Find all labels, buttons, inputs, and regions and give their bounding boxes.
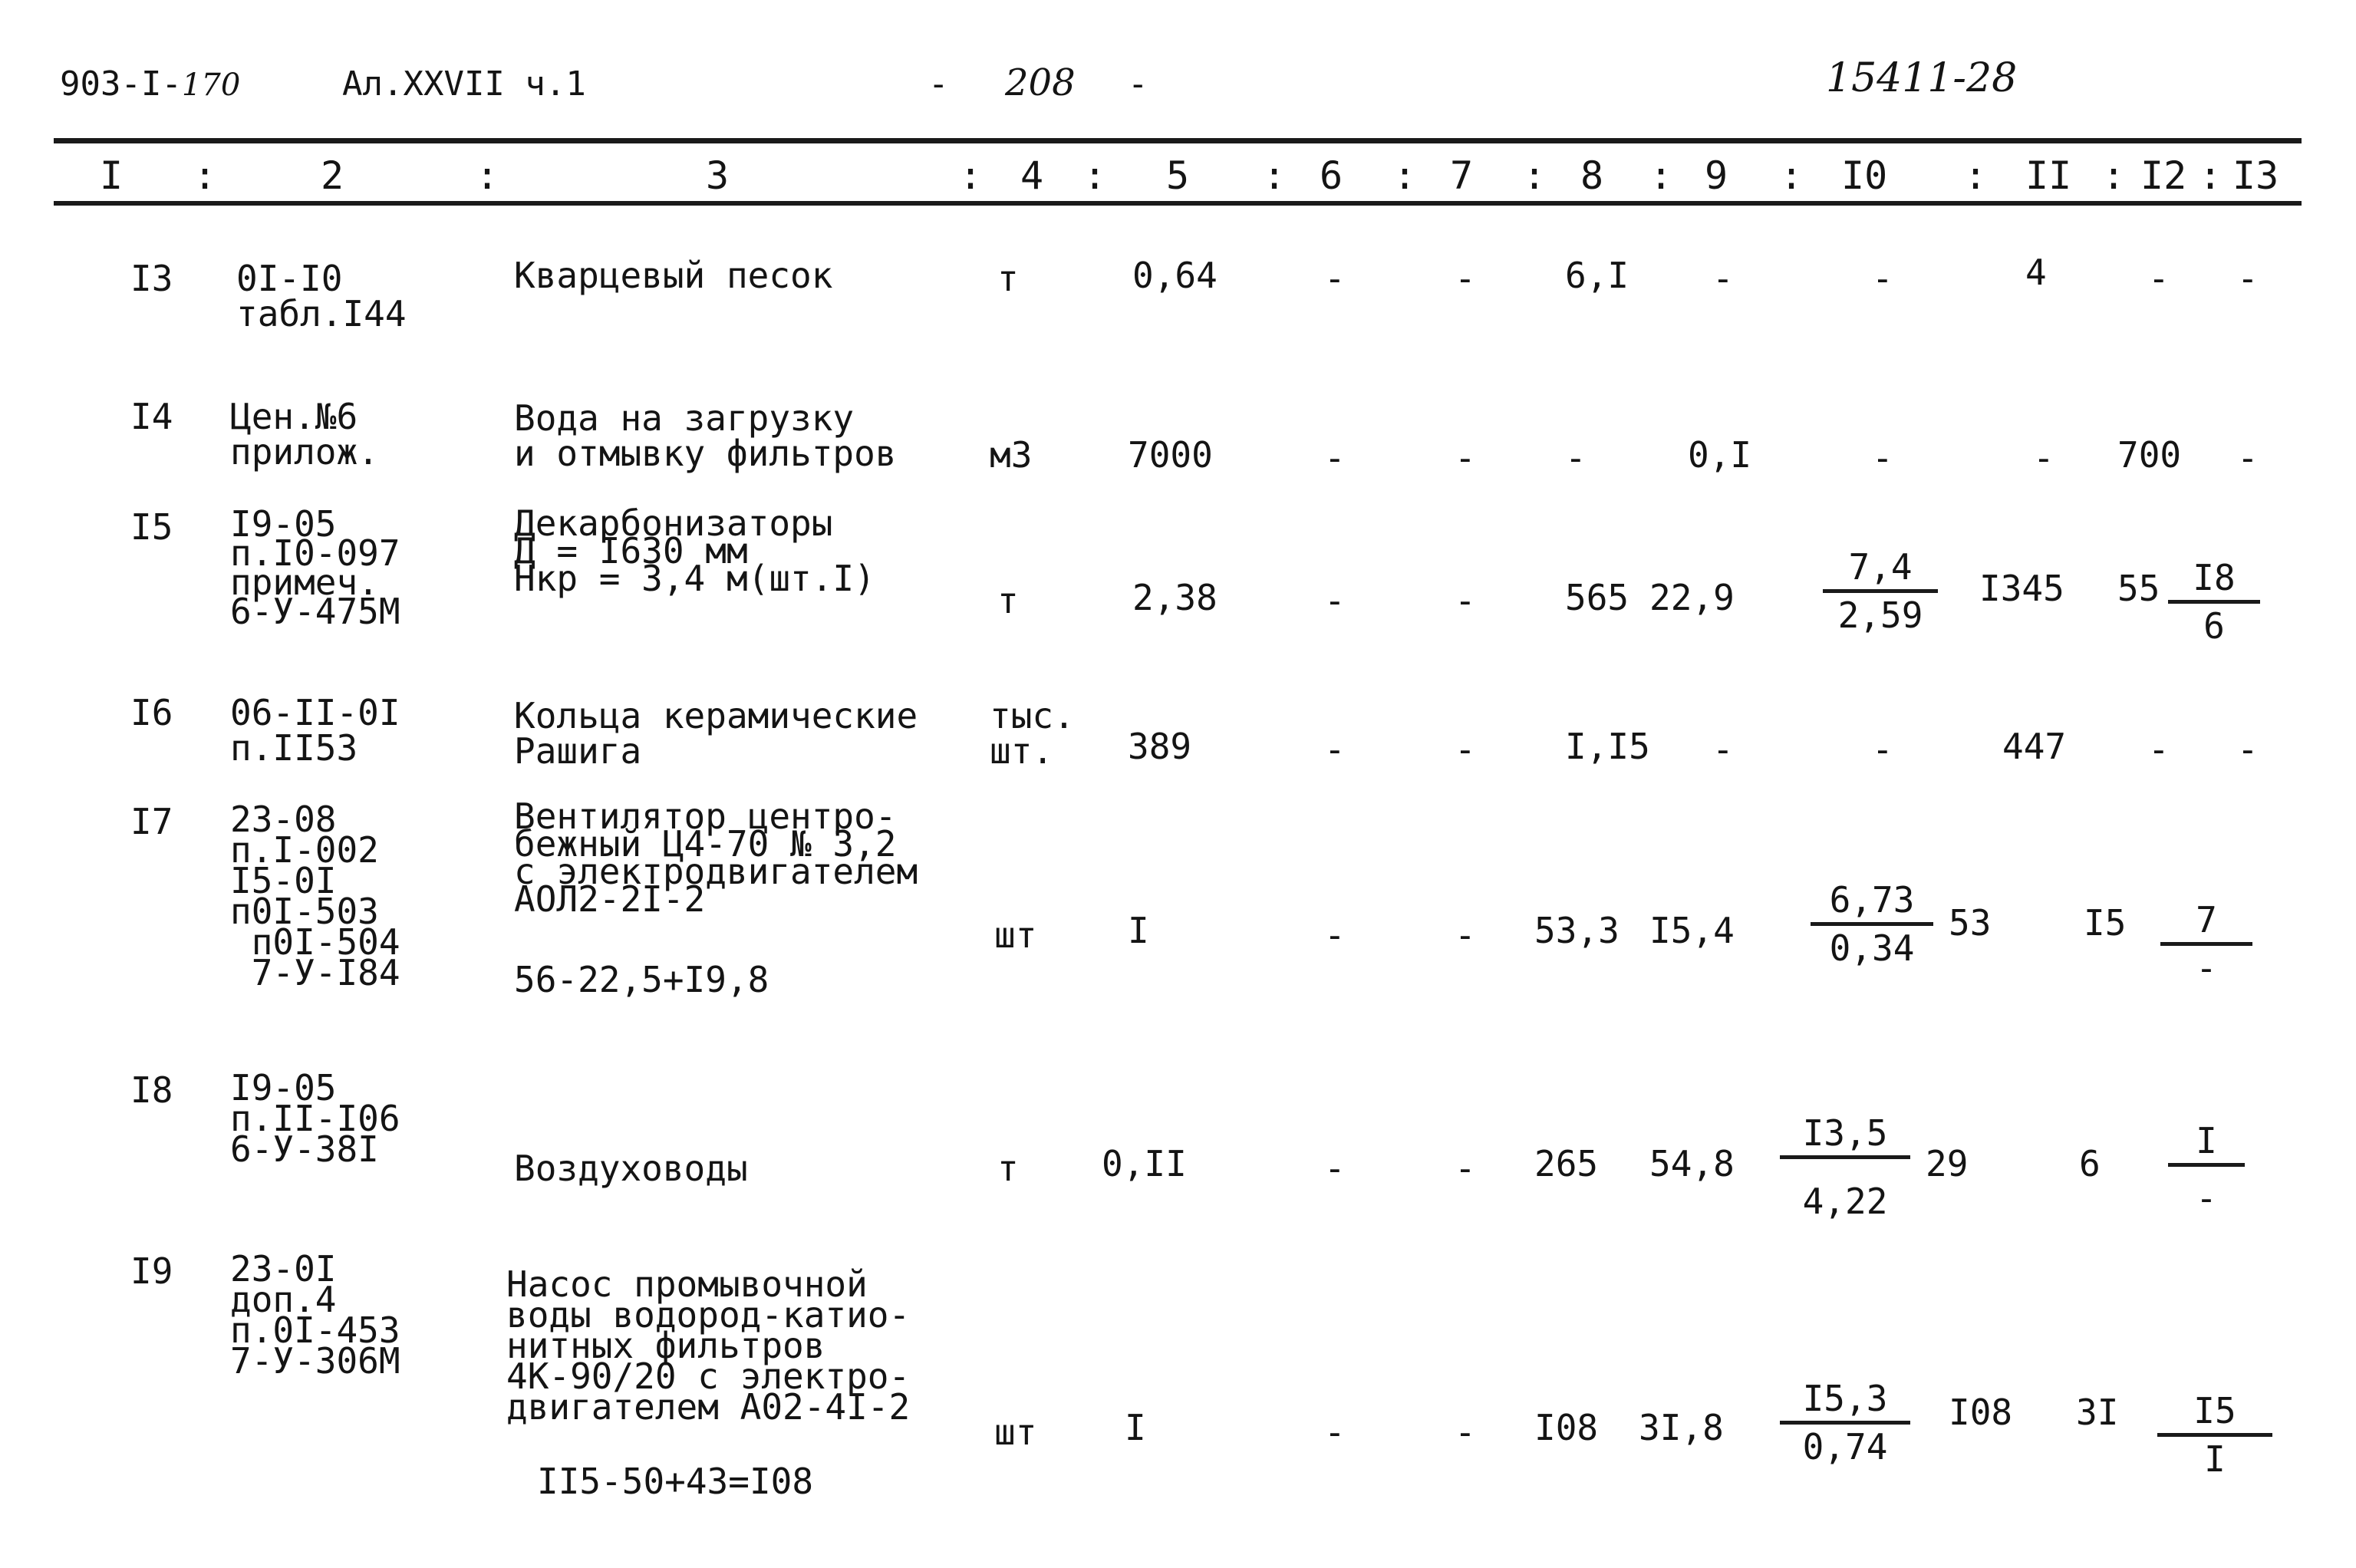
row-reference: 23-0I доп.4 п.0I-453 7-У-306М bbox=[230, 1248, 400, 1382]
row-col6: - bbox=[1324, 914, 1346, 956]
fraction-line bbox=[2157, 1433, 2272, 1437]
column-separator: : bbox=[959, 153, 983, 198]
row-col9: I5,4 bbox=[1649, 910, 1735, 951]
fraction-denominator: - bbox=[2196, 947, 2217, 989]
row-col8: - bbox=[1565, 437, 1587, 479]
fraction-denominator: 2,59 bbox=[1837, 595, 1923, 636]
column-number-3: 3 bbox=[706, 153, 730, 198]
fraction-numerator: I5 bbox=[2193, 1390, 2236, 1431]
fraction-numerator: I5,3 bbox=[1802, 1378, 1888, 1419]
column-number-7: 7 bbox=[1450, 153, 1474, 198]
row-col11: 447 bbox=[2002, 726, 2067, 767]
row-col6: - bbox=[1324, 1148, 1346, 1189]
row-col6: - bbox=[1324, 258, 1346, 299]
row-col13: - bbox=[2237, 729, 2259, 770]
row-number: I4 bbox=[130, 396, 173, 437]
row-col8: 265 bbox=[1534, 1143, 1599, 1184]
row-col13: - bbox=[2237, 437, 2259, 479]
row-col9: - bbox=[1712, 258, 1734, 299]
row-unit: т bbox=[997, 580, 1019, 621]
row-col11: I08 bbox=[1949, 1392, 2013, 1433]
fraction-line bbox=[1811, 922, 1933, 926]
document-code-handwritten: 170 bbox=[181, 68, 241, 103]
row-col12: - bbox=[2148, 258, 2170, 299]
row-name: Насос промывочной воды водород-катио- нитных фильтров 4К-90/20 с электро- двигателем А02-4I-2 bbox=[506, 1263, 911, 1428]
row-col6: - bbox=[1324, 1412, 1346, 1453]
row-col12: 55 bbox=[2117, 568, 2160, 609]
row-col10: - bbox=[1872, 729, 1893, 770]
row-unit: тыс. шт. bbox=[990, 695, 1075, 772]
row-col12: I5 bbox=[2084, 902, 2127, 944]
row-name-calculation: II5-50+43=I08 bbox=[537, 1461, 814, 1502]
column-separator: : bbox=[1083, 153, 1107, 198]
column-number-1: I bbox=[100, 153, 124, 198]
row-col7: - bbox=[1455, 729, 1476, 770]
row-name-calculation: 56-22,5+I9,8 bbox=[514, 959, 769, 1000]
row-col8: I08 bbox=[1534, 1407, 1599, 1448]
fraction-numerator: 6,73 bbox=[1829, 879, 1915, 921]
row-quantity: 389 bbox=[1128, 726, 1192, 767]
column-separator: : bbox=[1780, 153, 1804, 198]
fraction-denominator: 0,34 bbox=[1829, 927, 1915, 969]
column-number-2: 2 bbox=[321, 153, 344, 198]
column-number-11: II bbox=[2025, 153, 2072, 198]
page-number: 208 bbox=[1005, 61, 1076, 104]
row-name: Вентилятор центро- бежный Ц4-70 № 3,2 с электродвигателем АОЛ2-2I-2 bbox=[514, 796, 918, 920]
row-col9: - bbox=[1712, 729, 1734, 770]
row-reference: I9-05 п.I0-097 примеч. 6-У-475М bbox=[230, 503, 400, 632]
column-separator: : bbox=[1523, 153, 1547, 198]
row-col7: - bbox=[1455, 1412, 1476, 1453]
row-name: Кварцевый песок bbox=[514, 255, 833, 296]
column-separator: : bbox=[476, 153, 499, 198]
row-col13: - bbox=[2237, 258, 2259, 299]
row-col10: - bbox=[1872, 258, 1893, 299]
row-unit: т bbox=[997, 1148, 1019, 1189]
column-number-4: 4 bbox=[1020, 153, 1044, 198]
fraction-numerator: I8 bbox=[2193, 557, 2236, 598]
column-number-12: I2 bbox=[2140, 153, 2187, 198]
row-quantity: 7000 bbox=[1128, 434, 1213, 476]
fraction-line bbox=[1823, 589, 1938, 593]
row-col10-fraction bbox=[1823, 546, 1938, 636]
column-number-6: 6 bbox=[1320, 153, 1343, 198]
fraction-denominator: - bbox=[2196, 1178, 2217, 1219]
column-separator: : bbox=[193, 153, 217, 198]
fraction-denominator: 4,22 bbox=[1802, 1181, 1888, 1222]
column-separator: : bbox=[1393, 153, 1417, 198]
row-reference: 06-II-0I п.II53 bbox=[230, 692, 400, 769]
column-number-10: I0 bbox=[1841, 153, 1888, 198]
fraction-numerator: 7,4 bbox=[1848, 546, 1913, 588]
document-code-printed: 903-I- bbox=[60, 64, 182, 104]
row-col10-fraction bbox=[1811, 879, 1933, 969]
row-col10-fraction bbox=[1780, 1112, 1910, 1222]
row-col11: 29 bbox=[1926, 1143, 1969, 1184]
row-number: I3 bbox=[130, 258, 173, 299]
drawing-number: 15411-28 bbox=[1826, 55, 2018, 101]
column-number-8: 8 bbox=[1580, 153, 1604, 198]
row-col12: 700 bbox=[2117, 434, 2182, 476]
row-col6: - bbox=[1324, 580, 1346, 621]
row-quantity: 0,64 bbox=[1132, 255, 1218, 296]
column-number-5: 5 bbox=[1166, 153, 1190, 198]
fraction-denominator: I bbox=[2204, 1438, 2226, 1480]
row-col9: 0,I bbox=[1688, 434, 1752, 476]
row-col12: 6 bbox=[2079, 1143, 2101, 1184]
row-quantity: 2,38 bbox=[1132, 577, 1218, 618]
fraction-numerator: I3,5 bbox=[1802, 1112, 1888, 1154]
row-col7: - bbox=[1455, 437, 1476, 479]
row-col12: - bbox=[2148, 729, 2170, 770]
row-quantity: I bbox=[1125, 1407, 1146, 1448]
row-number: I7 bbox=[130, 801, 173, 842]
row-number: I9 bbox=[130, 1250, 173, 1292]
row-unit: шт bbox=[994, 914, 1037, 956]
page-dash-left: - bbox=[928, 64, 949, 104]
fraction-denominator: 6 bbox=[2203, 605, 2225, 647]
row-number: I5 bbox=[130, 506, 173, 548]
column-number-9: 9 bbox=[1705, 153, 1728, 198]
row-col9: 54,8 bbox=[1649, 1143, 1735, 1184]
row-name: Воздуховоды bbox=[514, 1148, 748, 1189]
row-reference: Цен.№6 прилож. bbox=[230, 396, 379, 473]
row-unit: шт bbox=[994, 1412, 1037, 1453]
row-quantity: I bbox=[1128, 910, 1149, 951]
row-col6: - bbox=[1324, 729, 1346, 770]
header-bottom-rule bbox=[54, 201, 2302, 206]
column-separator: : bbox=[2102, 153, 2126, 198]
row-number: I8 bbox=[130, 1069, 173, 1111]
document-code bbox=[60, 64, 240, 104]
row-number: I6 bbox=[130, 692, 173, 733]
row-col13-fraction bbox=[2160, 899, 2252, 989]
fraction-line bbox=[2168, 1163, 2245, 1167]
row-col12: 3I bbox=[2076, 1392, 2119, 1433]
row-name: Кольца керамические Рашига bbox=[514, 695, 918, 772]
row-reference: 0I-I0 табл.I44 bbox=[236, 258, 407, 334]
fraction-numerator: I bbox=[2196, 1120, 2217, 1161]
row-col8: 6,I bbox=[1565, 255, 1629, 296]
row-unit: м3 bbox=[990, 434, 1033, 476]
row-unit: т bbox=[997, 258, 1019, 299]
row-col7: - bbox=[1455, 258, 1476, 299]
fraction-line bbox=[2160, 942, 2252, 946]
row-col8: 565 bbox=[1565, 577, 1629, 618]
fraction-denominator: 0,74 bbox=[1802, 1426, 1888, 1468]
row-name: Декарбонизаторы Д = I630 мм Нкр = 3,4 м(шт.I) bbox=[514, 502, 875, 599]
fraction-line bbox=[1780, 1155, 1910, 1159]
row-quantity: 0,II bbox=[1102, 1143, 1187, 1184]
header-top-rule bbox=[54, 138, 2302, 143]
row-col10-fraction bbox=[1780, 1378, 1910, 1468]
row-col11: I345 bbox=[1979, 568, 2064, 609]
row-col11: 4 bbox=[2025, 252, 2047, 293]
column-number-13: I3 bbox=[2232, 153, 2279, 198]
fraction-numerator: 7 bbox=[2196, 899, 2217, 940]
column-separator: : bbox=[1649, 153, 1673, 198]
row-col9: 3I,8 bbox=[1639, 1407, 1724, 1448]
row-col7: - bbox=[1455, 1148, 1476, 1189]
album-label: Ал.XXVII ч.1 bbox=[342, 64, 586, 104]
row-col13-fraction bbox=[2157, 1390, 2272, 1480]
row-col9: 22,9 bbox=[1649, 577, 1735, 618]
row-col8: I,I5 bbox=[1565, 726, 1650, 767]
row-col7: - bbox=[1455, 914, 1476, 956]
row-col7: - bbox=[1455, 580, 1476, 621]
row-col13-fraction bbox=[2168, 1120, 2245, 1219]
row-col11: 53 bbox=[1949, 902, 1992, 944]
row-col6: - bbox=[1324, 437, 1346, 479]
row-col8: 53,3 bbox=[1534, 910, 1620, 951]
page-dash-right: - bbox=[1128, 64, 1148, 104]
row-col13-fraction bbox=[2168, 557, 2260, 647]
column-separator: : bbox=[2199, 153, 2223, 198]
row-col11: - bbox=[2033, 437, 2054, 479]
column-separator: : bbox=[1263, 153, 1287, 198]
row-name: Вода на загрузку и отмывку фильтров bbox=[514, 397, 897, 474]
row-reference: 23-08 п.I-002 I5-0I п0I-503 п0I-504 7-У-I84 bbox=[230, 799, 400, 993]
column-separator: : bbox=[1964, 153, 1988, 198]
fraction-line bbox=[2168, 600, 2260, 604]
fraction-line bbox=[1780, 1421, 1910, 1425]
row-col10: - bbox=[1872, 437, 1893, 479]
row-reference: I9-05 п.II-I06 6-У-38I bbox=[230, 1067, 400, 1170]
